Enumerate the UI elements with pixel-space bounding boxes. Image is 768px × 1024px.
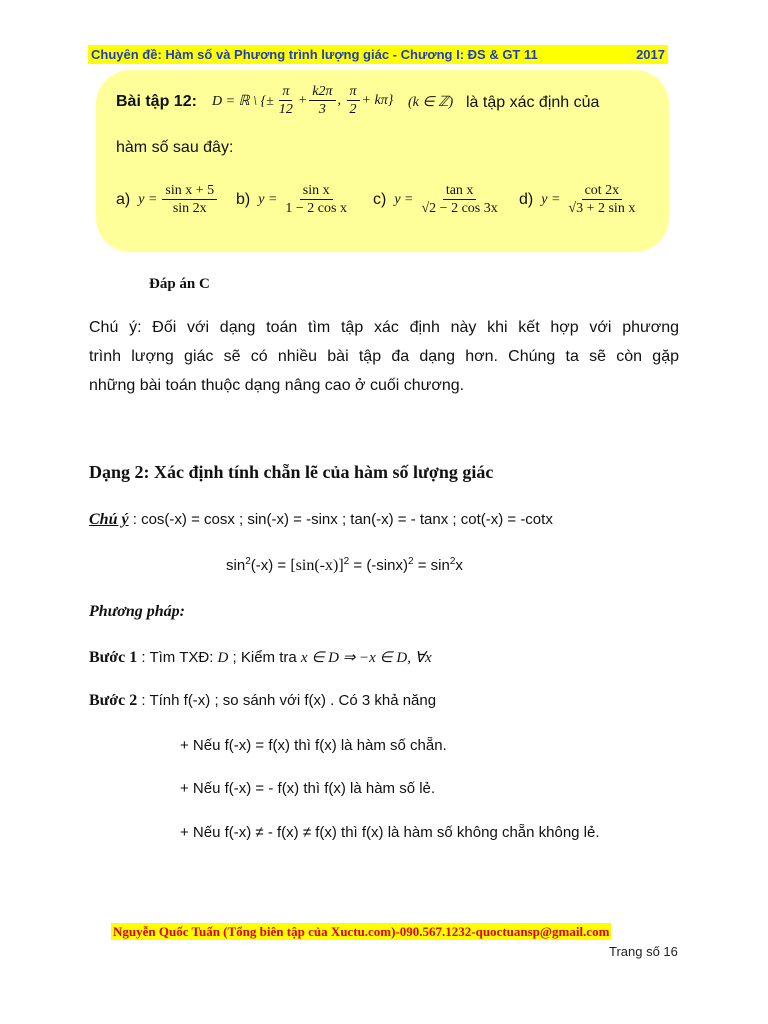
set-prefix: D = ℝ \ {± [212, 93, 274, 109]
exercise-line2: hàm số sau đây: [116, 139, 234, 156]
fraction-term-2: $\frac{k2\pi}{3}$ [309, 84, 335, 118]
chu-y-label: Chú ý [89, 511, 129, 528]
domain-expression: D = ℝ \ {± $\frac{\pi}{12}$ + $\frac{k2\pi}{3}$ , $\frac{\pi}{2}$ + kπ} [212, 84, 394, 117]
case-neither: + Nếu f(-x) ≠ - f(x) ≠ f(x) thì f(x) là hàm số không chẵn không lẻ. [180, 824, 600, 841]
answer-text: Đáp án C [149, 276, 210, 292]
header-title: Chuyên đề: Hàm số và Phương trình lượng giác - Chương I: ĐS & GT 11 [91, 47, 538, 62]
note-line: Chú ý: Đối với dạng toán tìm tập xác định này khi kết hợp với phương [89, 319, 679, 336]
method-label: Phương pháp: [89, 603, 185, 620]
fraction-term-3: $\frac{\pi}{2}$ [347, 84, 360, 118]
page-header [88, 45, 668, 64]
set-suffix: + kπ} [361, 93, 394, 108]
footer-author: Nguyễn Quốc Tuấn (Tổng biên tập của Xuctu.com)-090.567.1232-quoctuansp@gmail.com [113, 924, 610, 939]
case-even: + Nếu f(-x) = f(x) thì f(x) là hàm số chẵn. [180, 737, 447, 754]
step-1: Bước 1 : Tìm TXĐ: D ; Kiểm tra x ∈ D ⇒ −x ∈ D, ∀x [89, 649, 432, 666]
option-a: a) y = $\frac{\text{sin x + 5}}{\sin 2x}$ [116, 180, 219, 220]
trig-identities [89, 511, 553, 529]
option-b: b) y = $\frac{\text{sin x}}{\text{1 − 2 cos x}}$ [236, 183, 347, 216]
case-odd: + Nếu f(-x) = - f(x) thì f(x) là hàm số lẻ. [180, 780, 436, 797]
header-year: 2017 [636, 47, 665, 62]
step-2: Bước 2 : Tính f(-x) ; so sánh với f(x) . Có 3 khả năng [89, 692, 437, 709]
section-heading: Dạng 2: Xác định tính chẵn lẽ của hàm số lượng giác [89, 462, 494, 482]
note-paragraph [89, 313, 679, 400]
note-line: những bài toán thuộc dạng nâng cao ở cuối chương. [89, 377, 465, 394]
k-condition: (k ∈ ℤ) [408, 95, 454, 110]
fraction-term-1: $\frac{\pi}{12}$ [278, 84, 293, 117]
sin-square-identity: $\sin^2(-x) = [\sin(-x)]^2 = (-\sin x)^2 = \sin^2x$ [226, 556, 463, 574]
option-d: d) y = $\frac{\cot 2x}{\text{√3 + 2 sin x}}$ [519, 183, 636, 216]
exercise-label: Bài tập 12: [116, 93, 197, 110]
exercise-tail: là tập xác định của [466, 94, 600, 111]
option-c: c) y = $\frac{\text{tan x}}{√2 - 2 \cos 3x}$ [373, 183, 498, 216]
page-number: Trang số 16 [609, 944, 678, 959]
chu-y-text: : cos(-x) = cosx ; sin(-x) = -sinx ; tan(-x) = - tanx ; cot(-x) = -cotx [128, 511, 553, 528]
note-line: trình lượng giác sẽ có nhiều bài tập đa dạng hơn. Chúng ta sẽ còn gặp [89, 348, 679, 365]
